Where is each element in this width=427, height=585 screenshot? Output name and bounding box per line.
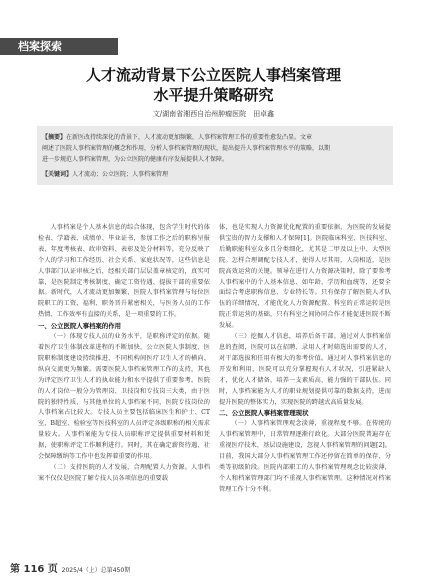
article-title-line2: 水平提升策略研究	[153, 86, 274, 104]
abstract-line-1	[42, 132, 312, 141]
intro-paragraph: 人事档案是个人基本信息的综合体现，包含学生时代的体检表、学籍表、成绩单、毕业证书，参加工作之后的职称呈报表、年度考核表、政审资料、表彰及处分材料等，充分反映了个人的学习和工作经历、社会关系、家庭状况等，这些信息是人事部门认证审核之后，经相关部门层层盖章核定的，真实可靠，是医院制定考核制度、确定工资待遇、提拔干部的重要依据。新时代，人才流动更加频繁，医院人事档案管理与每位医院职工的工资、福利、职务晋升紧密相关，与医务人员的工作热情、工作效率有直接的关系，是一项重要的工作。	[38, 224, 210, 319]
abstract-line-3: 进一步规范人事档案管理，为公立医院的健康有序发展提供人才保障。	[42, 156, 229, 163]
paragraph-1-2-cont: 体，也是实现人力资源优化配置的重要依据，为医院的发展提供宝贵的智力支撑和人才保障[1]。医院临床科室、医技科室、后勤职能科室众多且分类细化，尤其是二甲及以上中、大型医院。怎样合理调配专技人才，使得人尽其用，人岗相适，是医院高效运营的关键。领导在进行人力资源决策时，除了要参考人事档案中的个人基本信息、如年龄、学历和血统等，还要全面综合考虑职称信息、专业特长等。只有保存了解医院人才队伍的详细情况，才能优化人力资源配置。科室的正常运转是医院正常运营的基础，只有科室之间协同合作才能促进医院不断发展。	[219, 224, 391, 330]
keywords-text: 人才流动；公立医院；人事档案管理	[72, 171, 169, 178]
abstract-text-1: 在新医改持续深化的背景下，人才流动更加频繁，人事档案管理工作的重要性愈发凸显。文章	[66, 134, 313, 141]
paragraph-1-1: （一）体现专技人员的业务水平，是职称评定的依据。随着医疗卫生体制改革进程的不断加快，公立医院人事制度、医院职称制度建设持续推进，不同机构间医疗卫生人才的横向、纵向交流更为频繁。需要医院人事档案管理工作的支持，其也为评定医疗卫生人才的执业能力和水平提供了重要参考。医院的人才岗位一般分为管理岗、卫技岗和专技岗三大类，由于医院的独特性质，与其他单位的人事档案不同，医院专技岗位的人事档案占比较大。专技人员主要包括临床医生和护士、CT室、B超室、检验室等医技科室的人员评定各级职称的相关需求量较大。人事档案能为专技人员职称评定提供重要材料和凭据，使职称评定工作顺利进行。同时，其在确定薪资待遇、社会保障缴纳等工作中也发挥着重要的作用。	[38, 333, 210, 461]
abstract-line-2: 阐述了医院人事档案管理的概念和作用，分析人事档案管理的现状，提出提升人事档案管理水平的策略，以期	[42, 145, 331, 152]
paragraph-2-1: （一）人事档案管理观念淡薄，重视程度不够。在传统的人事档案管理中，日常管理逐渐行政化。大部分医院普遍存在重视医疗技术、基层设施建设，忽视人事档案管理的问题[2]。目前，我国大部分人事档案管理工作还停留在简单的保存、分类等初级阶段。医院内部职工的人事档案管理观念比较淡薄，个人和档案管理部门均不重视人事档案管理。这种情况对档案管理工作十分不利。	[219, 420, 391, 493]
keywords-label: 【关键词】	[42, 171, 73, 178]
section-heading-1: 一、公立医院人事档案的作用	[38, 322, 122, 331]
section-heading-2: 二、公立医院人事档案管理现状	[219, 409, 309, 418]
right-column	[219, 223, 391, 496]
paragraph-1-3: （三）挖掘人才信息，培养后备干部。通过对人事档案信息的查阅，医院可以在招聘、录用人才时筛选出需要的人才，对干部选拔和任用有极大的参考价值。通过对人事档案信息的开发和利用，医院可以充分掌握现有人才状况，引进紧缺人才，优化人才储备，培养一支素质高、能力强的干部队伍。同时，人事档案能为人才的职业规划提供可靠的数据支持，进而提升医院的整体实力，实现医院的跨越式高质量发展。	[219, 333, 391, 406]
abstract-label: 【摘要】	[42, 134, 67, 141]
issue-info: 2025/4（上）总第450期	[61, 567, 131, 574]
author-line: 文/湖南省湘西自治州肿瘤医院 田卓鑫	[152, 110, 275, 118]
article-title-line1: 人才流动背景下公立医院人事档案管理	[85, 66, 341, 84]
page-footer	[10, 560, 130, 575]
page-number: 第 116 页	[10, 564, 58, 575]
section-tag: 档案探索	[0, 38, 118, 55]
keywords-line	[42, 169, 168, 178]
paragraph-1-2-start: （二）支持医院的人才发展，合理配置人力资源。人事档案不仅仅是医院了解专技人员各项信息的重要载	[38, 463, 210, 482]
left-column	[38, 223, 210, 485]
